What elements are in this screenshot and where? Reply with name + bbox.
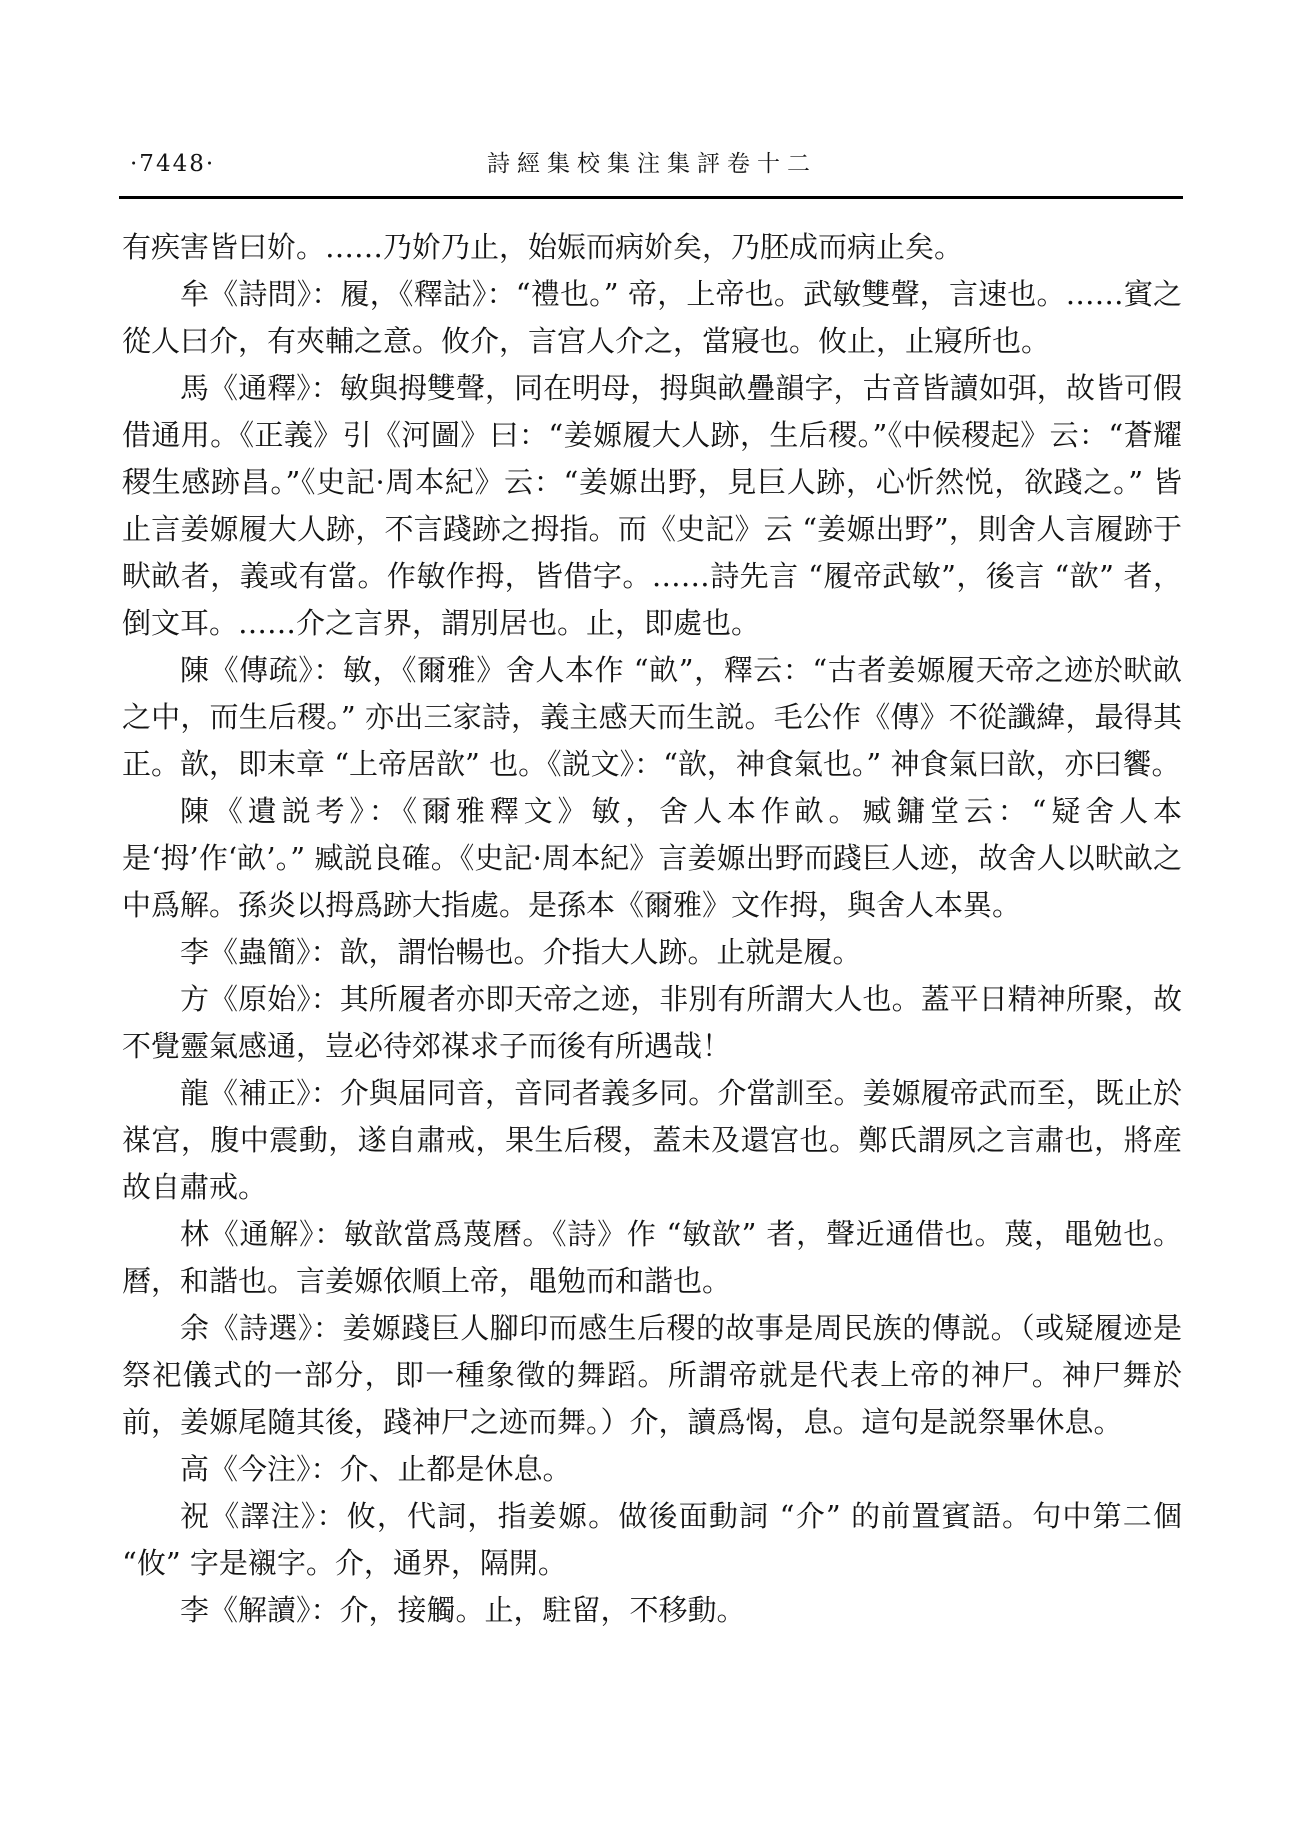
running-title: 詩經集校集注集評卷十二 [487, 151, 817, 177]
commentary-text [122, 224, 1182, 1634]
paragraph-lin-tongjie: 林《通解》：敏歆當爲蔑曆。《詩》作 “敏歆” 者，聲近通借也。蔑，黽勉也。曆，和諧也。言姜嫄依順上帝，黽勉而和諧也。 [122, 1217, 1182, 1298]
paragraph-zhu-yizhu: 祝《譯注》：攸，代詞，指姜嫄。做後面動詞 “介” 的前置賓語。句中第二個 “攸” 字是襯字。介，通界，隔開。 [122, 1499, 1182, 1580]
page-header [122, 146, 1182, 182]
paragraph-continuation: 有疾害皆曰妎。……乃妎乃止，始娠而病妎矣，乃胚成而病止矣。 [122, 230, 964, 264]
paragraph-mou-shiwen: 牟《詩問》：履，《釋詁》：“禮也。” 帝，上帝也。武敏雙聲，言速也。……賓之從人曰介，有夾輔之意。攸介，言宫人介之，當寢也。攸止，止寢所也。 [122, 277, 1182, 358]
paragraph-fang-yuanshi: 方《原始》：其所履者亦即天帝之迹，非別有所謂大人也。蓋平日精神所聚，故不覺靈氣感通，豈必待郊禖求子而後有所遇哉！ [122, 982, 1182, 1063]
paragraph-yu-shixuan: 余《詩選》：姜嫄踐巨人腳印而感生后稷的故事是周民族的傳説。（或疑履迹是祭祀儀式的一部分，即一種象徵的舞蹈。所謂帝就是代表上帝的神尸。神尸舞於前，姜嫄尾隨其後，踐神尸之迹而舞。）介，讀爲愒，息。這句是説祭畢休息。 [122, 1311, 1182, 1439]
page-number: ·7448· [130, 151, 216, 177]
header-rule [119, 196, 1183, 199]
paragraph-gao-jinzhu: 高《今注》：介、止都是休息。 [180, 1452, 572, 1486]
paragraph-chen-yishuokao: 陳《遺説考》：《爾雅釋文》敏，舍人本作畝。臧鏞堂云：“疑舍人本是‘拇’作‘畝’。” 臧説良確。《史記·周本紀》言姜嫄出野而踐巨人迹，故舍人以畎畝之中爲解。孫炎以拇爲跡大指處。是孫本《爾雅》文作拇，與舍人本異。 [122, 794, 1182, 922]
paragraph-li-jiedu: 李《解讀》：介，接觸。止，駐留，不移動。 [180, 1593, 746, 1627]
paragraph-long-buzheng: 龍《補正》：介與届同音，音同者義多同。介當訓至。姜嫄履帝武而至，既止於禖宫，腹中震動，遂自肅戒，果生后稷，蓋未及還宫也。鄭氏謂夙之言肅也，將産故自肅戒。 [122, 1076, 1182, 1204]
paragraph-ma-tongshi: 馬《通釋》：敏與拇雙聲，同在明母，拇與畝疊韻字，古音皆讀如弭，故皆可假借通用。《正義》引《河圖》曰：“姜嫄履大人跡，生后稷。”《中候稷起》云：“蒼耀稷生感跡昌。”《史記·周本紀》云：“姜嫄出野，見巨人跡，心忻然悦，欲踐之。” 皆止言姜嫄履大人跡，不言踐跡之拇指。而《史記》云 “姜嫄出野”，則舍人言履跡于畎畝者，義或有當。作敏作拇，皆借字。……詩先言 “履帝武敏”，後言 “歆” 者，倒文耳。……介之言界，謂別居也。止，即處也。 [122, 371, 1182, 640]
paragraph-chen-chuanshu: 陳《傳疏》：敏，《爾雅》舍人本作 “畝”，釋云：“古者姜嫄履天帝之迹於畎畝之中，而生后稷。” 亦出三家詩，義主感天而生説。毛公作《傳》不從讖緯，最得其正。歆，即末章 “上帝居歆” 也。《説文》：“歆，神食氣也。” 神食氣曰歆，亦曰饗。 [122, 653, 1182, 781]
paragraph-li-chongjian: 李《蟲簡》：歆，謂怡暢也。介指大人跡。止就是履。 [180, 935, 862, 969]
